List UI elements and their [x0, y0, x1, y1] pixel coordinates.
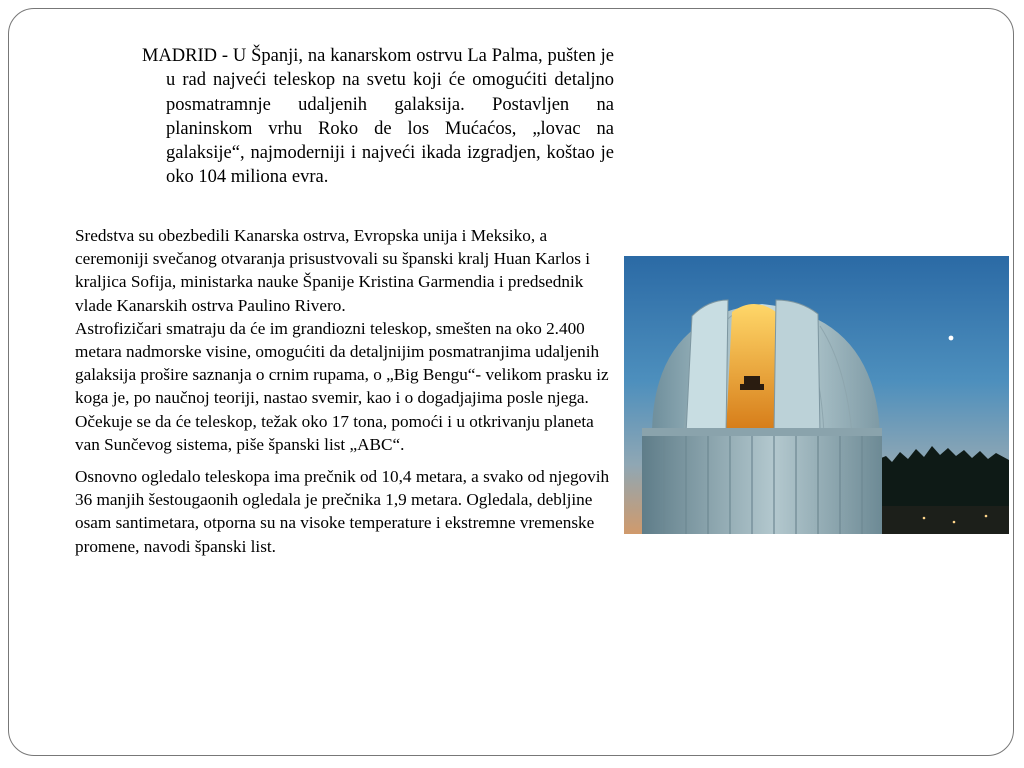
observatory-photo: [624, 256, 1009, 534]
paragraph-astrophysicists: Astrofizičari smatraju da će im grandiozni teleskop, smešten na oko 2.400 metara nadmorske visine, omogućiti da detaljnijim posmatranjima udaljenih galaksija prošire saznanja o crnim rupama, o „Big Bengu“- velikom prasku iz koga je, po naučnoj teoriji, nastao svemir, kao i o dogadjajima posle njega. Očekuje se da će teleskop, težak oko 17 tona, pomoći i u otkrivanju planeta van Sunčevog sistema, piše španski list „ABC“.: [75, 318, 609, 454]
article-body: [75, 224, 620, 558]
observatory-wall: [642, 432, 882, 534]
paragraph-funding: Sredstva su obezbedili Kanarska ostrva, Evropska unija i Meksiko, a ceremoniji svečanog otvaranja prisustvovali su španski kralj Huan Karlos i kraljica Sofija, ministarka nauke Španije Kristina Garmendia i predsednik vlade Kanarskih ostrva Paulino Rivero.: [75, 226, 591, 315]
shutter-right: [774, 300, 820, 434]
shutter-left: [686, 300, 728, 434]
paragraph-mirror: Osnovno ogledalo teleskopa ima prečnik od 10,4 metara, a svako od njegovih 36 manjih šestougaonih ogledala je prečnika 1,9 metara. Ogledala, debljine osam santimetara, otporna su na visoke temperature i ekstremne vremenske promene, navodi španski list.: [75, 467, 610, 556]
lead-paragraph: MADRID - U Španji, na kanarskom ostrvu La Palma, pušten je u rad najveći teleskop na svetu koji će omogućiti detaljno posmatramnje udaljenih galaksija. Postavljen na planinskom vrhu Roko de los Mućaćos, „lovac na galaksije“, najmoderniji i najveći ikada izgradjen, koštao je oko 104 miliona evra.: [142, 46, 614, 188]
dome-slit: [726, 304, 782, 434]
moon: [949, 336, 954, 341]
